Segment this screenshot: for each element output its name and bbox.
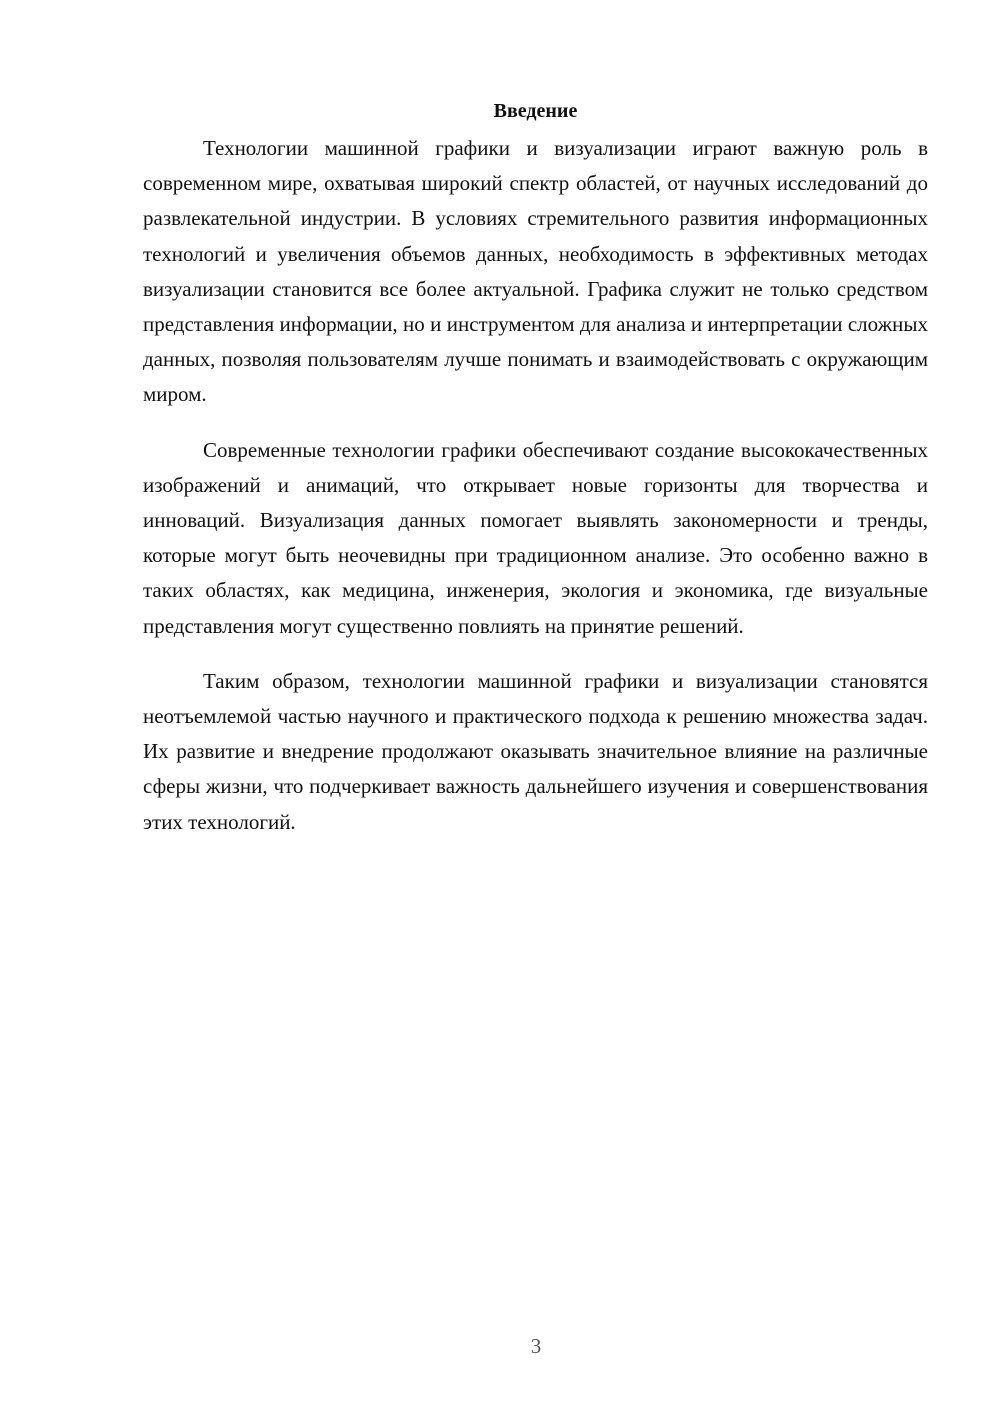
paragraph-2: Современные технологии графики обеспечивают создание высококачественных изображений и анимаций, что открывает новые горизонты для творчества и инноваций. Визуализация данных помогает выявлять закономерности и тренды, которые могут быть неочевидны при традиционном анализе. Это особенно важно в таких областях, как медицина, инженерия, экология и экономика, где визуальные представления могут существенно повлиять на принятие решений. [143, 437, 928, 638]
paragraph-1: Технологии машинной графики и визуализации играют важную роль в современном мире, охватывая широкий спектр областей, от научных исследований до развлекательной индустрии. В условиях стремительного развития информационных технологий и увеличения объемов данных, необходимость в эффективных методах визуализации становится все более актуальной. Графика служит не только средством представления информации, но и инструментом для анализа и интерпретации сложных данных, позволяя пользователям лучше понимать и взаимодействовать с окружающим миром. [143, 136, 928, 407]
page-content [143, 96, 928, 860]
page-number: 3 [530, 1334, 542, 1358]
section-title: Введение [493, 100, 578, 122]
paragraph-3: Таким образом, технологии машинной графики и визуализации становятся неотъемлемой частью научного и практического подхода к решению множества задач. Их развитие и внедрение продолжают оказывать значительное влияние на различные сферы жизни, что подчеркивает важность дальнейшего изучения и совершенствования этих технологий. [143, 668, 928, 834]
